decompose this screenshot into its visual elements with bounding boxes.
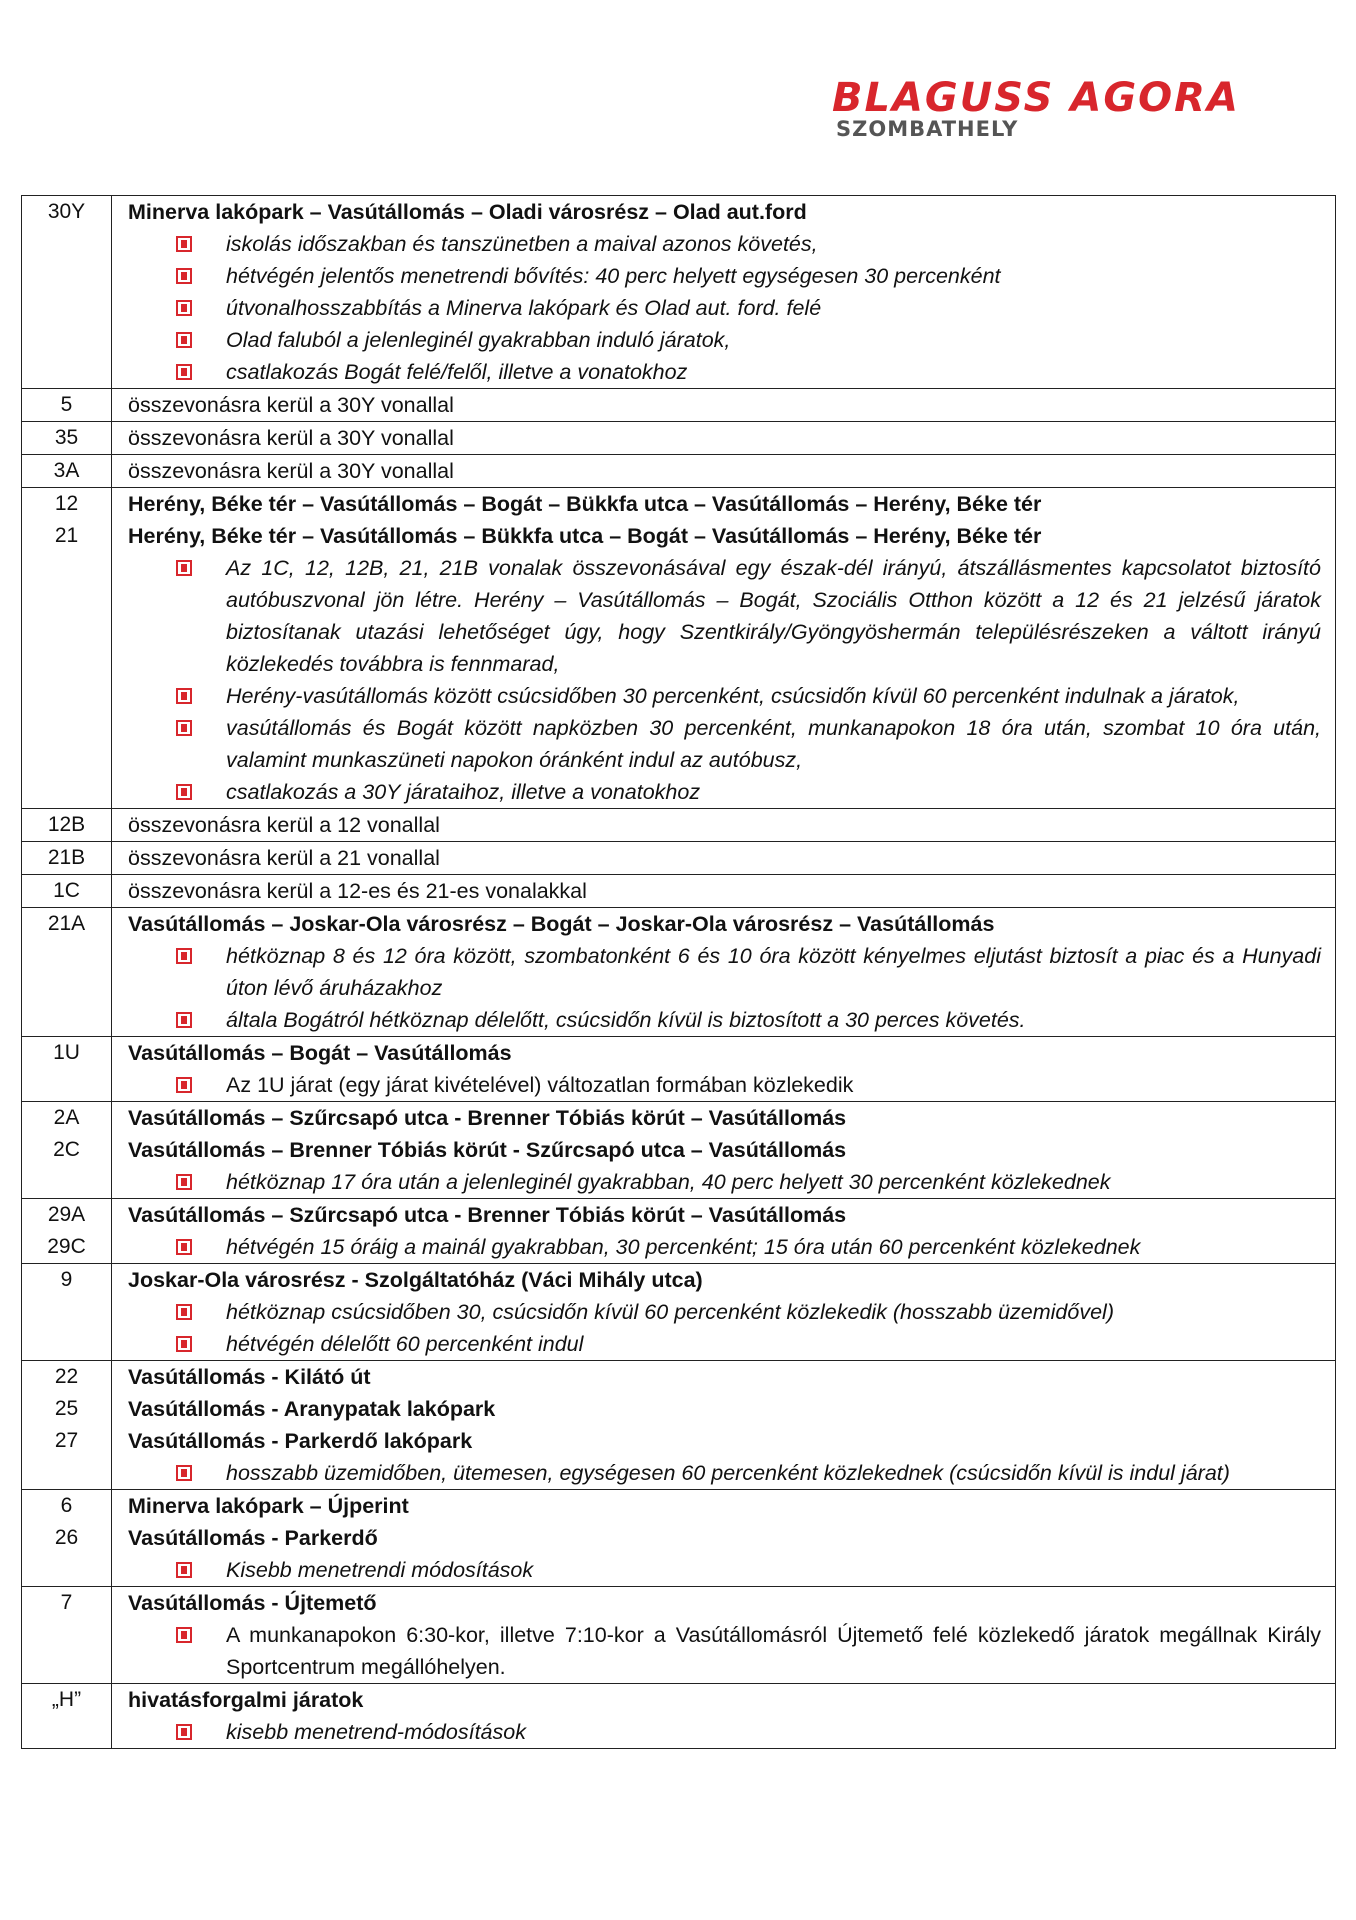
change-bullet: [128, 680, 1321, 712]
route-description-cell: [112, 842, 1335, 874]
route-description-cell: [112, 1102, 1335, 1198]
bullet-logo-icon: [176, 332, 192, 348]
route-title: Minerva lakópark – Vasútállomás – Oladi városrész – Olad aut.ford: [128, 200, 807, 224]
bullet-text: hétvégén 15 óráig a mainál gyakrabban, 30 percenként; 15 óra után 60 percenként közlekednek: [226, 1235, 1141, 1259]
route-code-cell: [22, 842, 112, 874]
route-row: [22, 808, 1335, 841]
change-bullet: [128, 940, 1321, 1004]
bullet-text: hétköznap 8 és 12 óra között, szombatonként 6 és 10 óra között kényelmes eljutást biztosít a piac és a Hunyadi úton lévő áruházakhoz: [226, 944, 1321, 1000]
route-code-cell: [22, 422, 112, 454]
route-description-cell: [112, 1490, 1335, 1586]
route-description-cell: [112, 1587, 1335, 1683]
route-description-cell: [112, 908, 1335, 1036]
change-bullet: [128, 712, 1321, 776]
route-code: 1C: [53, 879, 80, 902]
route-title: Vasútállomás - Parkerdő lakópark: [128, 1429, 473, 1453]
bullet-logo-icon: [176, 1174, 192, 1190]
bullet-logo-icon: [176, 1012, 192, 1028]
route-description-cell: [112, 455, 1335, 487]
route-description-cell: [112, 196, 1335, 388]
route-code: 12: [54, 492, 79, 515]
route-code: „H”: [51, 1688, 82, 1711]
route-description-cell: [112, 1684, 1335, 1748]
bullet-logo-icon: [176, 1724, 192, 1740]
route-code: 6: [60, 1494, 73, 1517]
route-code: 29A: [47, 1203, 86, 1226]
route-title: Vasútállomás – Szűrcsapó utca - Brenner Tóbiás körút – Vasútállomás: [128, 1203, 847, 1227]
bullet-logo-icon: [176, 300, 192, 316]
bullet-logo-icon: [176, 1077, 192, 1093]
route-title: Joskar-Ola városrész - Szolgáltatóház (Váci Mihály utca): [128, 1268, 703, 1292]
route-code: 22: [54, 1365, 79, 1388]
route-code: 1U: [53, 1041, 80, 1064]
change-bullet: [128, 1328, 1321, 1360]
route-code: 26: [54, 1526, 79, 1549]
route-description-cell: [112, 1361, 1335, 1489]
bullet-logo-icon: [176, 784, 192, 800]
route-description-cell: [112, 809, 1335, 841]
route-description-cell: [112, 1199, 1335, 1263]
route-code: 2A: [53, 1106, 80, 1129]
route-row: [22, 388, 1335, 421]
change-bullet: [128, 1619, 1321, 1683]
route-code: 3A: [53, 459, 80, 482]
route-code: 35: [54, 426, 79, 449]
bullet-text: hétvégén délelőtt 60 percenként indul: [226, 1332, 584, 1356]
route-row: [22, 196, 1335, 388]
route-code-cell: [22, 1102, 112, 1198]
route-code: 25: [54, 1397, 79, 1420]
route-note: összevonásra kerül a 12 vonallal: [128, 813, 440, 837]
route-title: hivatásforgalmi járatok: [128, 1688, 364, 1712]
route-code: 9: [60, 1268, 73, 1291]
bullet-text: csatlakozás a 30Y járataihoz, illetve a vonatokhoz: [226, 780, 701, 804]
bullet-text: iskolás időszakban és tanszünetben a maival azonos követés,: [226, 232, 818, 256]
route-title: Vasútállomás - Kilátó út: [128, 1365, 371, 1389]
route-description-cell: [112, 389, 1335, 421]
bullet-text: vasútállomás és Bogát között napközben 30 percenként, munkanapokon 18 óra után, szombat 10 óra után, valamint munkaszüneti napokon óránként indul az autóbusz,: [226, 716, 1321, 772]
route-row: [22, 874, 1335, 907]
bullet-logo-icon: [176, 1239, 192, 1255]
route-code-cell: [22, 1361, 112, 1489]
bullet-logo-icon: [176, 1562, 192, 1578]
bullet-text: Az 1U járat (egy járat kivételével) változatlan formában közlekedik: [226, 1073, 854, 1097]
route-row: [22, 1489, 1335, 1586]
route-title: Minerva lakópark – Újperint: [128, 1494, 409, 1518]
change-bullet: [128, 324, 1321, 356]
change-bullet: [128, 1069, 1321, 1101]
route-code: 12B: [47, 813, 86, 836]
route-title: Vasútállomás - Aranypatak lakópark: [128, 1397, 496, 1421]
bullet-text: csatlakozás Bogát felé/felől, illetve a vonatokhoz: [226, 360, 688, 384]
route-code: 21: [54, 524, 79, 547]
company-logo: [832, 75, 1240, 141]
route-description-cell: [112, 422, 1335, 454]
route-title: Vasútállomás – Brenner Tóbiás körút - Szűrcsapó utca – Vasútállomás: [128, 1138, 847, 1162]
route-code: 5: [60, 393, 73, 416]
route-note: összevonásra kerül a 30Y vonallal: [128, 393, 454, 417]
change-bullet: [128, 1166, 1321, 1198]
route-note: összevonásra kerül a 21 vonallal: [128, 846, 440, 870]
bullet-text: A munkanapokon 6:30-kor, illetve 7:10-kor a Vasútállomásról Újtemető felé közlekedő járatok megállnak Király Sportcentrum megállóhelyen.: [226, 1623, 1321, 1679]
change-bullet: [128, 1457, 1321, 1489]
route-note: összevonásra kerül a 30Y vonallal: [128, 426, 454, 450]
bullet-logo-icon: [176, 688, 192, 704]
route-code-cell: [22, 1684, 112, 1748]
route-code: 2C: [53, 1138, 80, 1161]
bullet-logo-icon: [176, 1465, 192, 1481]
bullet-logo-icon: [176, 720, 192, 736]
route-row: [22, 1586, 1335, 1683]
change-bullet: [128, 1554, 1321, 1586]
route-row: [22, 1360, 1335, 1489]
route-row: [22, 1263, 1335, 1360]
route-note: összevonásra kerül a 12-es és 21-es vonalakkal: [128, 879, 587, 903]
route-title: Herény, Béke tér – Vasútállomás – Bükkfa utca – Bogát – Vasútállomás – Herény, Béke tér: [128, 524, 1042, 548]
route-code: 30Y: [47, 200, 86, 223]
bullet-logo-icon: [176, 948, 192, 964]
route-title: Vasútállomás - Parkerdő: [128, 1526, 378, 1550]
change-bullet: [128, 1296, 1321, 1328]
route-description-cell: [112, 875, 1335, 907]
route-row: [22, 1036, 1335, 1101]
logo-city: SZOMBATHELY: [836, 117, 1019, 141]
route-description-cell: [112, 1264, 1335, 1360]
route-row: [22, 487, 1335, 808]
route-code-cell: [22, 389, 112, 421]
route-code-cell: [22, 455, 112, 487]
route-code-cell: [22, 809, 112, 841]
route-title: Vasútállomás – Bogát – Vasútállomás: [128, 1041, 512, 1065]
route-row: [22, 421, 1335, 454]
bullet-text: kisebb menetrend-módosítások: [226, 1720, 526, 1744]
route-code: 21A: [47, 912, 86, 935]
bullet-text: hétköznap csúcsidőben 30, csúcsidőn kívül 60 percenként közlekedik (hosszabb üzemidővel): [226, 1300, 1114, 1324]
bullet-text: útvonalhosszabbítás a Minerva lakópark és Olad aut. ford. felé: [226, 296, 822, 320]
route-code-cell: [22, 488, 112, 808]
change-bullet: [128, 552, 1321, 680]
route-description-cell: [112, 488, 1335, 808]
route-code-cell: [22, 1587, 112, 1683]
bullet-text: Az 1C, 12, 12B, 21, 21B vonalak összevonásával egy észak-dél irányú, átszállásmentes kapcsolatot biztosító autóbuszvonal jön létre. Herény – Vasútállomás – Bogát, Szociális Otthon között a 12 és 21 jelzésű járatok biztosítanak utazási lehetőséget úgy, hogy Szentkirály/Gyöngyöshermán településrészeken a váltott irányú közlekedés továbbra is fennmarad,: [226, 556, 1321, 676]
change-bullet: [128, 1231, 1321, 1263]
logo-wordmark: BLAGUSS AGORA: [832, 75, 1240, 121]
change-bullet: [128, 356, 1321, 388]
change-bullet: [128, 1004, 1321, 1036]
bullet-logo-icon: [176, 1627, 192, 1643]
bullet-logo-icon: [176, 1304, 192, 1320]
route-description-cell: [112, 1037, 1335, 1101]
route-code-cell: [22, 196, 112, 388]
route-row: [22, 907, 1335, 1036]
route-row: [22, 841, 1335, 874]
route-code-cell: [22, 875, 112, 907]
route-code: 27: [54, 1429, 79, 1452]
route-code: 29C: [47, 1235, 86, 1258]
route-code-cell: [22, 1037, 112, 1101]
bullet-logo-icon: [176, 560, 192, 576]
route-title: Vasútállomás – Szűrcsapó utca - Brenner Tóbiás körút – Vasútállomás: [128, 1106, 847, 1130]
route-code: 21B: [47, 846, 86, 869]
route-code-cell: [22, 1199, 112, 1263]
bullet-logo-icon: [176, 268, 192, 284]
route-code-cell: [22, 1490, 112, 1586]
route-note: összevonásra kerül a 30Y vonallal: [128, 459, 454, 483]
route-title: Vasútállomás – Joskar-Ola városrész – Bogát – Joskar-Ola városrész – Vasútállomás: [128, 912, 995, 936]
route-changes-table: [21, 195, 1336, 1749]
bullet-logo-icon: [176, 364, 192, 380]
route-row: [22, 1198, 1335, 1263]
change-bullet: [128, 228, 1321, 260]
bullet-logo-icon: [176, 1336, 192, 1352]
route-title: Herény, Béke tér – Vasútállomás – Bogát – Bükkfa utca – Vasútállomás – Herény, Béke tér: [128, 492, 1042, 516]
route-code-cell: [22, 908, 112, 1036]
route-code: 7: [60, 1591, 73, 1614]
bullet-text: hétköznap 17 óra után a jelenleginél gyakrabban, 40 perc helyett 30 percenként közlekednek: [226, 1170, 1111, 1194]
bullet-text: hétvégén jelentős menetrendi bővítés: 40 perc helyett egységesen 30 percenként: [226, 264, 1001, 288]
bullet-text: Kisebb menetrendi módosítások: [226, 1558, 534, 1582]
bullet-logo-icon: [176, 236, 192, 252]
change-bullet: [128, 776, 1321, 808]
route-row: [22, 1101, 1335, 1198]
change-bullet: [128, 260, 1321, 292]
change-bullet: [128, 292, 1321, 324]
bullet-text: Olad faluból a jelenleginél gyakrabban induló járatok,: [226, 328, 731, 352]
bullet-text: hosszabb üzemidőben, ütemesen, egységesen 60 percenként közlekednek (csúcsidőn kívül is indul járat): [226, 1461, 1230, 1485]
change-bullet: [128, 1716, 1321, 1748]
bullet-text: általa Bogátról hétköznap délelőtt, csúcsidőn kívül is biztosított a 30 perces követés.: [226, 1008, 1026, 1032]
route-code-cell: [22, 1264, 112, 1360]
route-title: Vasútállomás - Újtemető: [128, 1591, 377, 1615]
bullet-text: Herény-vasútállomás között csúcsidőben 30 percenként, csúcsidőn kívül 60 percenként indulnak a járatok,: [226, 684, 1240, 708]
route-row: [22, 1683, 1335, 1748]
route-row: [22, 454, 1335, 487]
